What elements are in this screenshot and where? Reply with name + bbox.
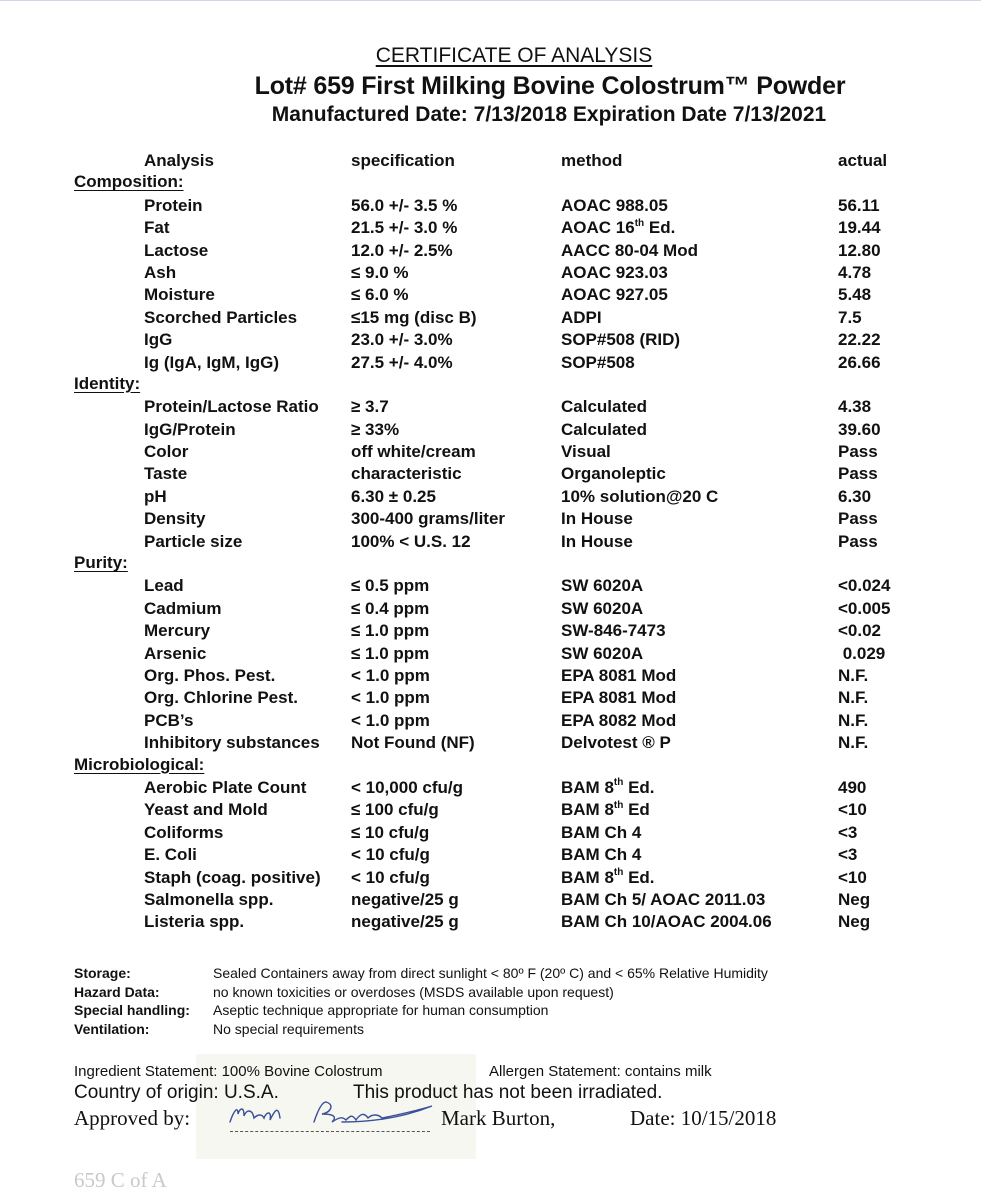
specification-cell: negative/25 g [351, 889, 459, 909]
actual-cell: <3 [838, 845, 858, 865]
table-header-row [0, 150, 981, 172]
method-cell: Visual [561, 442, 611, 462]
ingredient-statement: Ingredient Statement: 100% Bovine Colostrum [74, 1063, 383, 1080]
table-row [0, 889, 981, 911]
specification-cell: characteristic [351, 464, 462, 484]
method-cell [561, 868, 655, 888]
actual-cell: N.F. [838, 710, 869, 730]
specification-cell: ≤ 0.4 ppm [351, 598, 430, 618]
actual-cell: 5.48 [838, 285, 872, 305]
analysis-cell: Color [144, 442, 189, 462]
table-row [0, 777, 981, 799]
table-row [0, 329, 981, 351]
specification-cell: ≤ 1.0 ppm [351, 643, 430, 663]
method-cell: SOP#508 (RID) [561, 330, 681, 350]
specification-cell: 12.0 +/- 2.5% [351, 240, 453, 260]
method-cell: EPA 8081 Mod [561, 688, 677, 708]
column-header-method: method [561, 151, 623, 170]
method-text: BAM 8 [561, 777, 614, 797]
analysis-cell: Listeria spp. [144, 912, 245, 932]
note-label: Storage: [74, 965, 131, 981]
actual-cell: 4.38 [838, 397, 872, 417]
section-title: Composition: [74, 172, 184, 192]
table-row [0, 307, 981, 329]
specification-cell: 56.0 +/- 3.5 % [351, 195, 458, 215]
table-row [0, 419, 981, 441]
table-row [0, 284, 981, 306]
actual-cell: 19.44 [838, 218, 881, 238]
section-row [0, 553, 981, 575]
table-row [0, 822, 981, 844]
specification-cell: 27.5 +/- 4.0% [351, 352, 453, 372]
specification-cell: 23.0 +/- 3.0% [351, 330, 453, 350]
method-cell: AOAC 927.05 [561, 285, 668, 305]
product-title: Lot# 659 First Milking Bovine Colostrum™ Powder [254, 72, 846, 100]
analysis-cell: Ig (IgA, IgM, IgG) [144, 352, 280, 372]
actual-cell: <10 [838, 800, 867, 820]
analysis-cell: Protein [144, 195, 203, 215]
actual-cell: Pass [838, 442, 878, 462]
analysis-cell: Particle size [144, 531, 243, 551]
method-cell [561, 218, 675, 238]
approved-by-label: Approved by: [74, 1106, 191, 1130]
analysis-cell: PCB’s [144, 710, 194, 730]
table-row [0, 867, 981, 889]
specification-cell: ≤ 6.0 % [351, 285, 409, 305]
method-cell: BAM Ch 4 [561, 845, 642, 865]
analysis-cell: pH [144, 486, 167, 506]
analysis-cell: Salmonella spp. [144, 889, 274, 909]
specification-cell: off white/cream [351, 442, 476, 462]
actual-cell: <10 [838, 867, 867, 887]
table-row [0, 508, 981, 530]
actual-cell: 56.11 [838, 195, 880, 215]
section-row [0, 374, 981, 396]
specification-cell: ≤ 0.5 ppm [351, 576, 430, 596]
section-title: Microbiological: [74, 754, 205, 774]
note-value: Sealed Containers away from direct sunlight < 80º F (20º C) and < 65% Relative Humidity [213, 965, 768, 981]
analysis-cell: Taste [144, 464, 188, 484]
note-value: no known toxicities or overdoses (MSDS available upon request) [213, 983, 614, 1000]
table-row [0, 486, 981, 508]
actual-cell: 22.22 [838, 330, 881, 350]
actual-cell: N.F. [838, 688, 869, 708]
analysis-cell: Yeast and Mold [144, 800, 268, 820]
specification-cell: < 1.0 ppm [351, 665, 430, 685]
actual-cell: 39.60 [838, 419, 881, 439]
method-cell: Delvotest ® P [561, 733, 671, 753]
country-of-origin: Country of origin: U.S.A. [74, 1082, 279, 1103]
section-row [0, 755, 981, 777]
actual-cell: 0.029 [838, 643, 886, 663]
analysis-cell: Org. Phos. Pest. [144, 665, 276, 685]
analysis-cell: Coliforms [144, 822, 224, 842]
table-row [0, 396, 981, 418]
analysis-table [0, 150, 981, 934]
table-row [0, 844, 981, 866]
method-cell: AOAC 923.03 [561, 262, 668, 282]
actual-cell: 490 [838, 777, 867, 797]
actual-cell: Neg [838, 912, 871, 932]
actual-cell: Pass [838, 531, 878, 551]
specification-cell: ≤15 mg (disc B) [351, 307, 477, 327]
specification-cell: 300-400 grams/liter [351, 509, 506, 529]
analysis-cell: E. Coli [144, 845, 197, 865]
analysis-cell: IgG [144, 330, 173, 350]
page-top-border [0, 0, 981, 1]
specification-cell: 100% < U.S. 12 [351, 531, 471, 551]
method-cell: SW 6020A [561, 576, 644, 596]
actual-cell: Neg [838, 889, 871, 909]
method-cell: BAM Ch 10/AOAC 2004.06 [561, 912, 772, 932]
actual-cell: N.F. [838, 733, 869, 753]
method-cell: EPA 8082 Mod [561, 710, 677, 730]
analysis-cell: Ash [144, 262, 177, 282]
analysis-cell: Lactose [144, 240, 209, 260]
method-edition: Ed. [623, 867, 655, 887]
actual-cell: N.F. [838, 665, 869, 685]
analysis-cell: Aerobic Plate Count [144, 777, 307, 797]
table-row [0, 665, 981, 687]
method-cell: SW 6020A [561, 643, 644, 663]
specification-cell: Not Found (NF) [351, 733, 475, 753]
analysis-cell: Scorched Particles [144, 307, 298, 327]
specification-cell: ≥ 3.7 [351, 397, 389, 417]
specification-cell: < 1.0 ppm [351, 710, 430, 730]
method-cell: Calculated [561, 419, 647, 439]
table-row [0, 732, 981, 754]
specification-cell: ≤ 1.0 ppm [351, 621, 430, 641]
approval-date: Date: 10/15/2018 [630, 1106, 777, 1130]
method-text: AOAC 16 [561, 218, 635, 238]
actual-cell: Pass [838, 464, 878, 484]
actual-cell: 6.30 [838, 486, 872, 506]
method-cell: Calculated [561, 397, 647, 417]
method-cell: SW 6020A [561, 598, 644, 618]
method-cell: BAM Ch 4 [561, 822, 642, 842]
note-label: Special handling: [74, 1002, 190, 1018]
specification-cell: < 10 cfu/g [351, 845, 430, 865]
table-row [0, 911, 981, 933]
method-cell [561, 800, 650, 820]
note-value: Aseptic technique appropriate for human consumption [213, 1002, 549, 1018]
method-edition: Ed. [623, 777, 655, 797]
table-row [0, 441, 981, 463]
method-cell: SOP#508 [561, 352, 635, 372]
actual-cell: <0.005 [838, 598, 891, 618]
specification-cell: 6.30 ± 0.25 [351, 486, 436, 506]
method-cell: In House [561, 531, 633, 551]
signer-name: Mark Burton, [441, 1106, 556, 1130]
ordinal-suffix: th [634, 217, 645, 229]
analysis-cell: Lead [144, 576, 184, 596]
analysis-cell: Density [144, 509, 206, 529]
handwritten-signature [222, 1098, 437, 1134]
document-footer: 659 C of A [74, 1168, 167, 1192]
table-row [0, 262, 981, 284]
analysis-cell: Moisture [144, 285, 215, 305]
actual-cell: 12.80 [838, 240, 881, 260]
specification-cell: ≤ 9.0 % [351, 262, 409, 282]
analysis-cell: Cadmium [144, 598, 222, 618]
actual-cell: Pass [838, 509, 878, 529]
note-label: Hazard Data: [74, 983, 160, 1000]
method-text: BAM 8 [561, 867, 614, 887]
method-cell: ADPI [561, 307, 602, 327]
table-row [0, 531, 981, 553]
specification-cell: < 1.0 ppm [351, 688, 430, 708]
specification-cell: ≤ 10 cfu/g [351, 822, 430, 842]
analysis-cell: Arsenic [144, 643, 207, 663]
specification-cell: ≥ 33% [351, 419, 400, 439]
table-row [0, 463, 981, 485]
table-row [0, 240, 981, 262]
specification-cell: 21.5 +/- 3.0 % [351, 218, 458, 238]
method-edition: Ed. [644, 218, 676, 238]
table-row [0, 217, 981, 239]
analysis-cell: IgG/Protein [144, 419, 236, 439]
column-header-analysis: Analysis [144, 151, 214, 170]
note-value: No special requirements [213, 1020, 364, 1037]
method-cell: 10% solution@20 C [561, 486, 719, 506]
analysis-cell: Mercury [144, 621, 211, 641]
specification-cell: negative/25 g [351, 912, 459, 932]
note-label: Ventilation: [74, 1020, 150, 1037]
analysis-cell: Fat [144, 218, 170, 238]
actual-cell: <0.02 [838, 621, 882, 641]
ordinal-suffix: th [613, 777, 624, 789]
table-row [0, 710, 981, 732]
method-cell: AACC 80-04 Mod [561, 240, 698, 260]
method-cell: Organoleptic [561, 464, 666, 484]
method-cell: BAM Ch 5/ AOAC 2011.03 [561, 889, 766, 909]
section-row [0, 172, 981, 194]
table-row [0, 598, 981, 620]
column-header-specification: specification [351, 151, 455, 170]
method-cell: AOAC 988.05 [561, 195, 668, 215]
actual-cell: 4.78 [838, 262, 872, 282]
analysis-cell: Org. Chlorine Pest. [144, 688, 298, 708]
method-cell: In House [561, 509, 633, 529]
actual-cell: <3 [838, 822, 858, 842]
irradiation-statement: This product has not been irradiated. [353, 1082, 663, 1103]
table-row [0, 799, 981, 821]
section-title: Identity: [74, 373, 141, 393]
ordinal-suffix: th [613, 799, 624, 811]
table-row [0, 352, 981, 374]
allergen-statement: Allergen Statement: contains milk [489, 1063, 712, 1080]
method-text: BAM 8 [561, 800, 614, 820]
certificate-title: CERTIFICATE OF ANALYSIS [375, 44, 653, 67]
analysis-cell: Inhibitory substances [144, 733, 320, 753]
table-row [0, 620, 981, 642]
ordinal-suffix: th [613, 866, 624, 878]
actual-cell: 7.5 [838, 307, 862, 327]
table-row [0, 575, 981, 597]
analysis-cell: Staph (coag. positive) [144, 867, 321, 887]
specification-cell: < 10,000 cfu/g [351, 777, 463, 797]
method-cell: SW-846-7473 [561, 621, 666, 641]
column-header-actual: actual [838, 151, 888, 170]
table-row [0, 687, 981, 709]
method-cell [561, 778, 655, 798]
specification-cell: < 10 cfu/g [351, 867, 430, 887]
section-title: Purity: [74, 553, 128, 573]
actual-cell: <0.024 [838, 576, 891, 596]
method-cell: EPA 8081 Mod [561, 665, 677, 685]
specification-cell: ≤ 100 cfu/g [351, 800, 439, 820]
method-edition: Ed [623, 800, 650, 820]
manufacture-expiration-dates: Manufactured Date: 7/13/2018 Expiration Date 7/13/2021 [271, 103, 827, 126]
analysis-cell: Protein/Lactose Ratio [144, 397, 319, 417]
actual-cell: 26.66 [838, 352, 881, 372]
table-row [0, 643, 981, 665]
table-row [0, 195, 981, 217]
